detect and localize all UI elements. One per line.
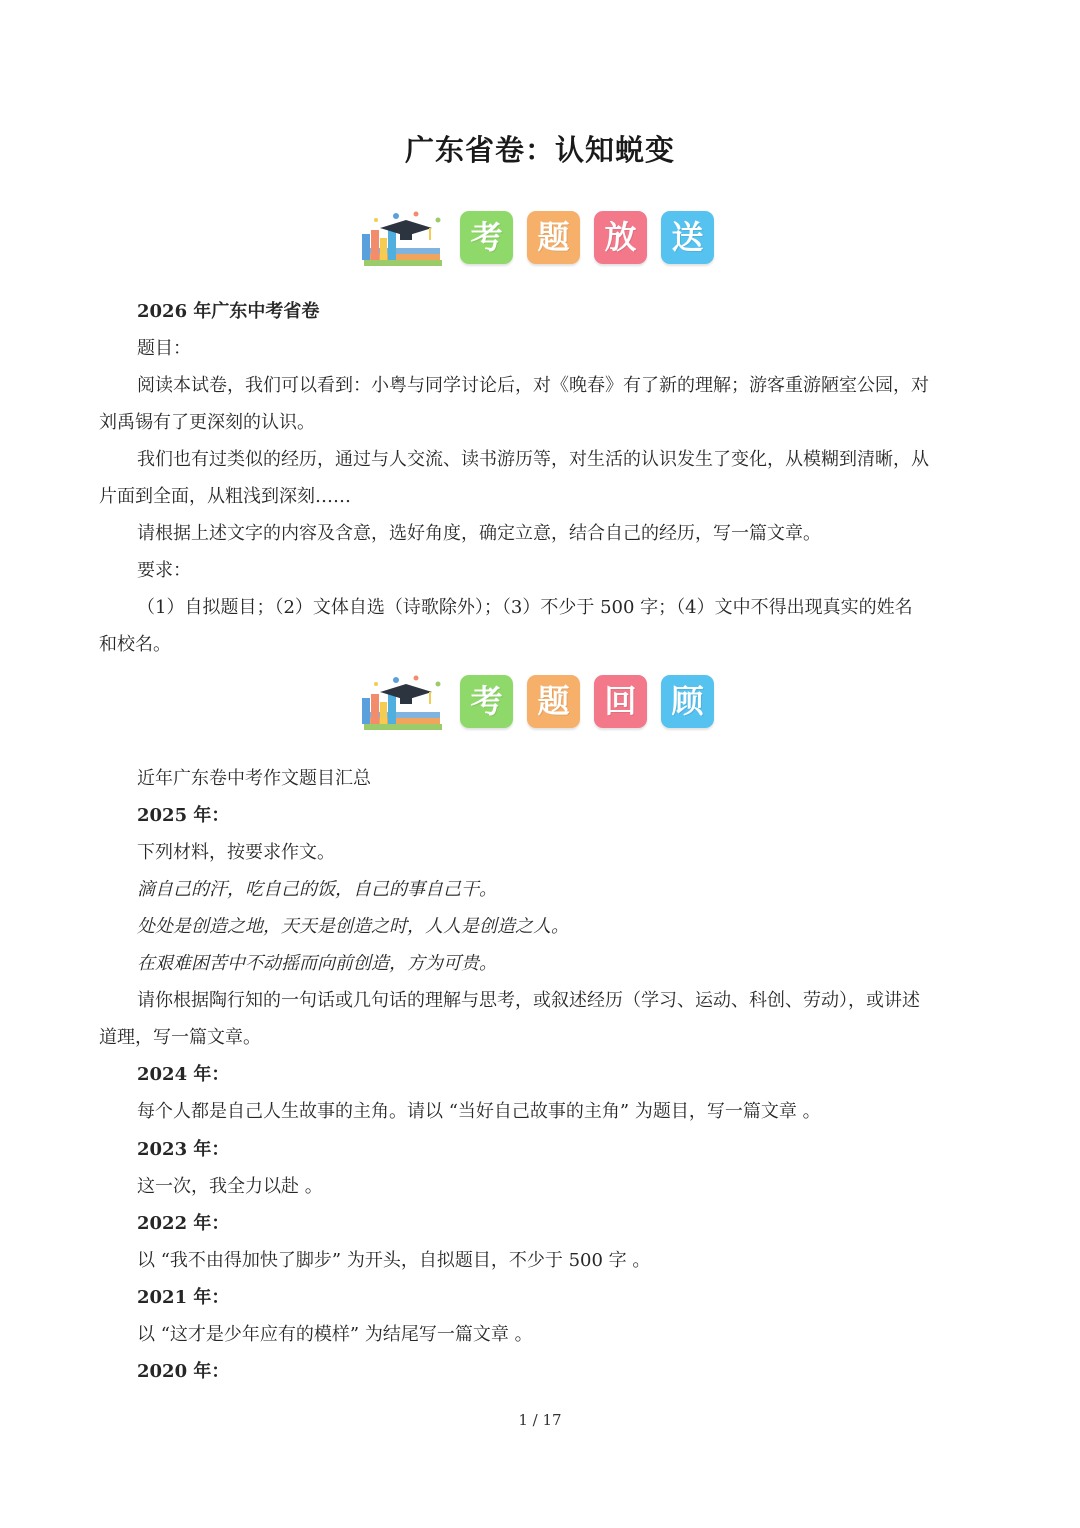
tile-gu: 顾 (661, 675, 714, 728)
paragraph-3: 请根据上述文字的内容及含意，选好角度，确定立意，结合自己的经历，写一篇文章。 (137, 523, 821, 544)
year-2024-topic: 每个人都是自己人生故事的主角。请以 “当好自己故事的主角” 为题目，写一篇文章 。 (137, 1101, 821, 1122)
year-2022-topic: 以 “我不由得加快了脚步” 为开头，自拟题目，不少于 500 字 。 (137, 1250, 651, 1271)
year-2025-intro: 下列材料，按要求作文。 (137, 842, 335, 863)
year-2025-prompt-line-1: 请你根据陶行知的一句话或几句话的理解与思考，或叙述经历（学习、运动、科创、劳动），或讲述 (137, 990, 920, 1011)
tile-song: 送 (661, 211, 714, 264)
page-number: 1 / 17 (518, 1411, 562, 1429)
paragraph-1-line-1: 阅读本试卷，我们可以看到：小粤与同学讨论后，对《晚春》有了新的理解；游客重游陋室公园，对 (137, 375, 929, 396)
tile-kao: 考 (460, 675, 513, 728)
year-2021-topic: 以 “这才是少年应有的模样” 为结尾写一篇文章 。 (137, 1324, 533, 1345)
tile-ti: 题 (527, 675, 580, 728)
year-2024: 2024 年： (137, 1064, 230, 1085)
label-requirements: 要求： (137, 560, 191, 581)
paragraph-2-line-2: 片面到全面，从粗浅到深刻…… (99, 486, 351, 507)
year-2023: 2023 年： (137, 1139, 230, 1160)
tile-ti: 题 (527, 211, 580, 264)
year-2025: 2025 年： (137, 805, 230, 826)
year-2025-prompt-line-2: 道理，写一篇文章。 (99, 1027, 261, 1048)
books-graduation-cap-icon (356, 208, 448, 272)
year-2023-topic: 这一次，我全力以赴 。 (137, 1176, 323, 1197)
year-2025-quote-3: 在艰难困苦中不动摇而向前创造，方为可贵。 (137, 953, 497, 974)
requirements-line-2: 和校名。 (99, 634, 171, 655)
year-2022: 2022 年： (137, 1213, 230, 1234)
tile-hui: 回 (594, 675, 647, 728)
page-title: 广东省卷：认知蜕变 (404, 133, 675, 167)
section-heading-summary: 近年广东卷中考作文题目汇总 (137, 768, 371, 789)
banner-exam-release (356, 208, 726, 272)
year-2020: 2020 年： (137, 1361, 230, 1382)
section-heading-2026: 2026 年广东中考省卷 (137, 301, 320, 322)
year-2021: 2021 年： (137, 1287, 230, 1308)
tile-kao: 考 (460, 211, 513, 264)
books-graduation-cap-icon (356, 672, 448, 736)
paragraph-1-line-2: 刘禹锡有了更深刻的认识。 (99, 412, 315, 433)
label-topic: 题目： (137, 338, 191, 359)
tile-fang: 放 (594, 211, 647, 264)
year-2025-quote-1: 滴自己的汗，吃自己的饭，自己的事自己干。 (137, 879, 497, 900)
banner-exam-review (356, 672, 726, 736)
year-2025-quote-2: 处处是创造之地，天天是创造之时，人人是创造之人。 (137, 916, 569, 937)
paragraph-2-line-1: 我们也有过类似的经历，通过与人交流、读书游历等，对生活的认识发生了变化，从模糊到清晰，从 (137, 449, 929, 470)
requirements-line-1: （1）自拟题目；（2）文体自选（诗歌除外）；（3）不少于 500 字；（4）文中不得出现真实的姓名 (137, 597, 913, 618)
